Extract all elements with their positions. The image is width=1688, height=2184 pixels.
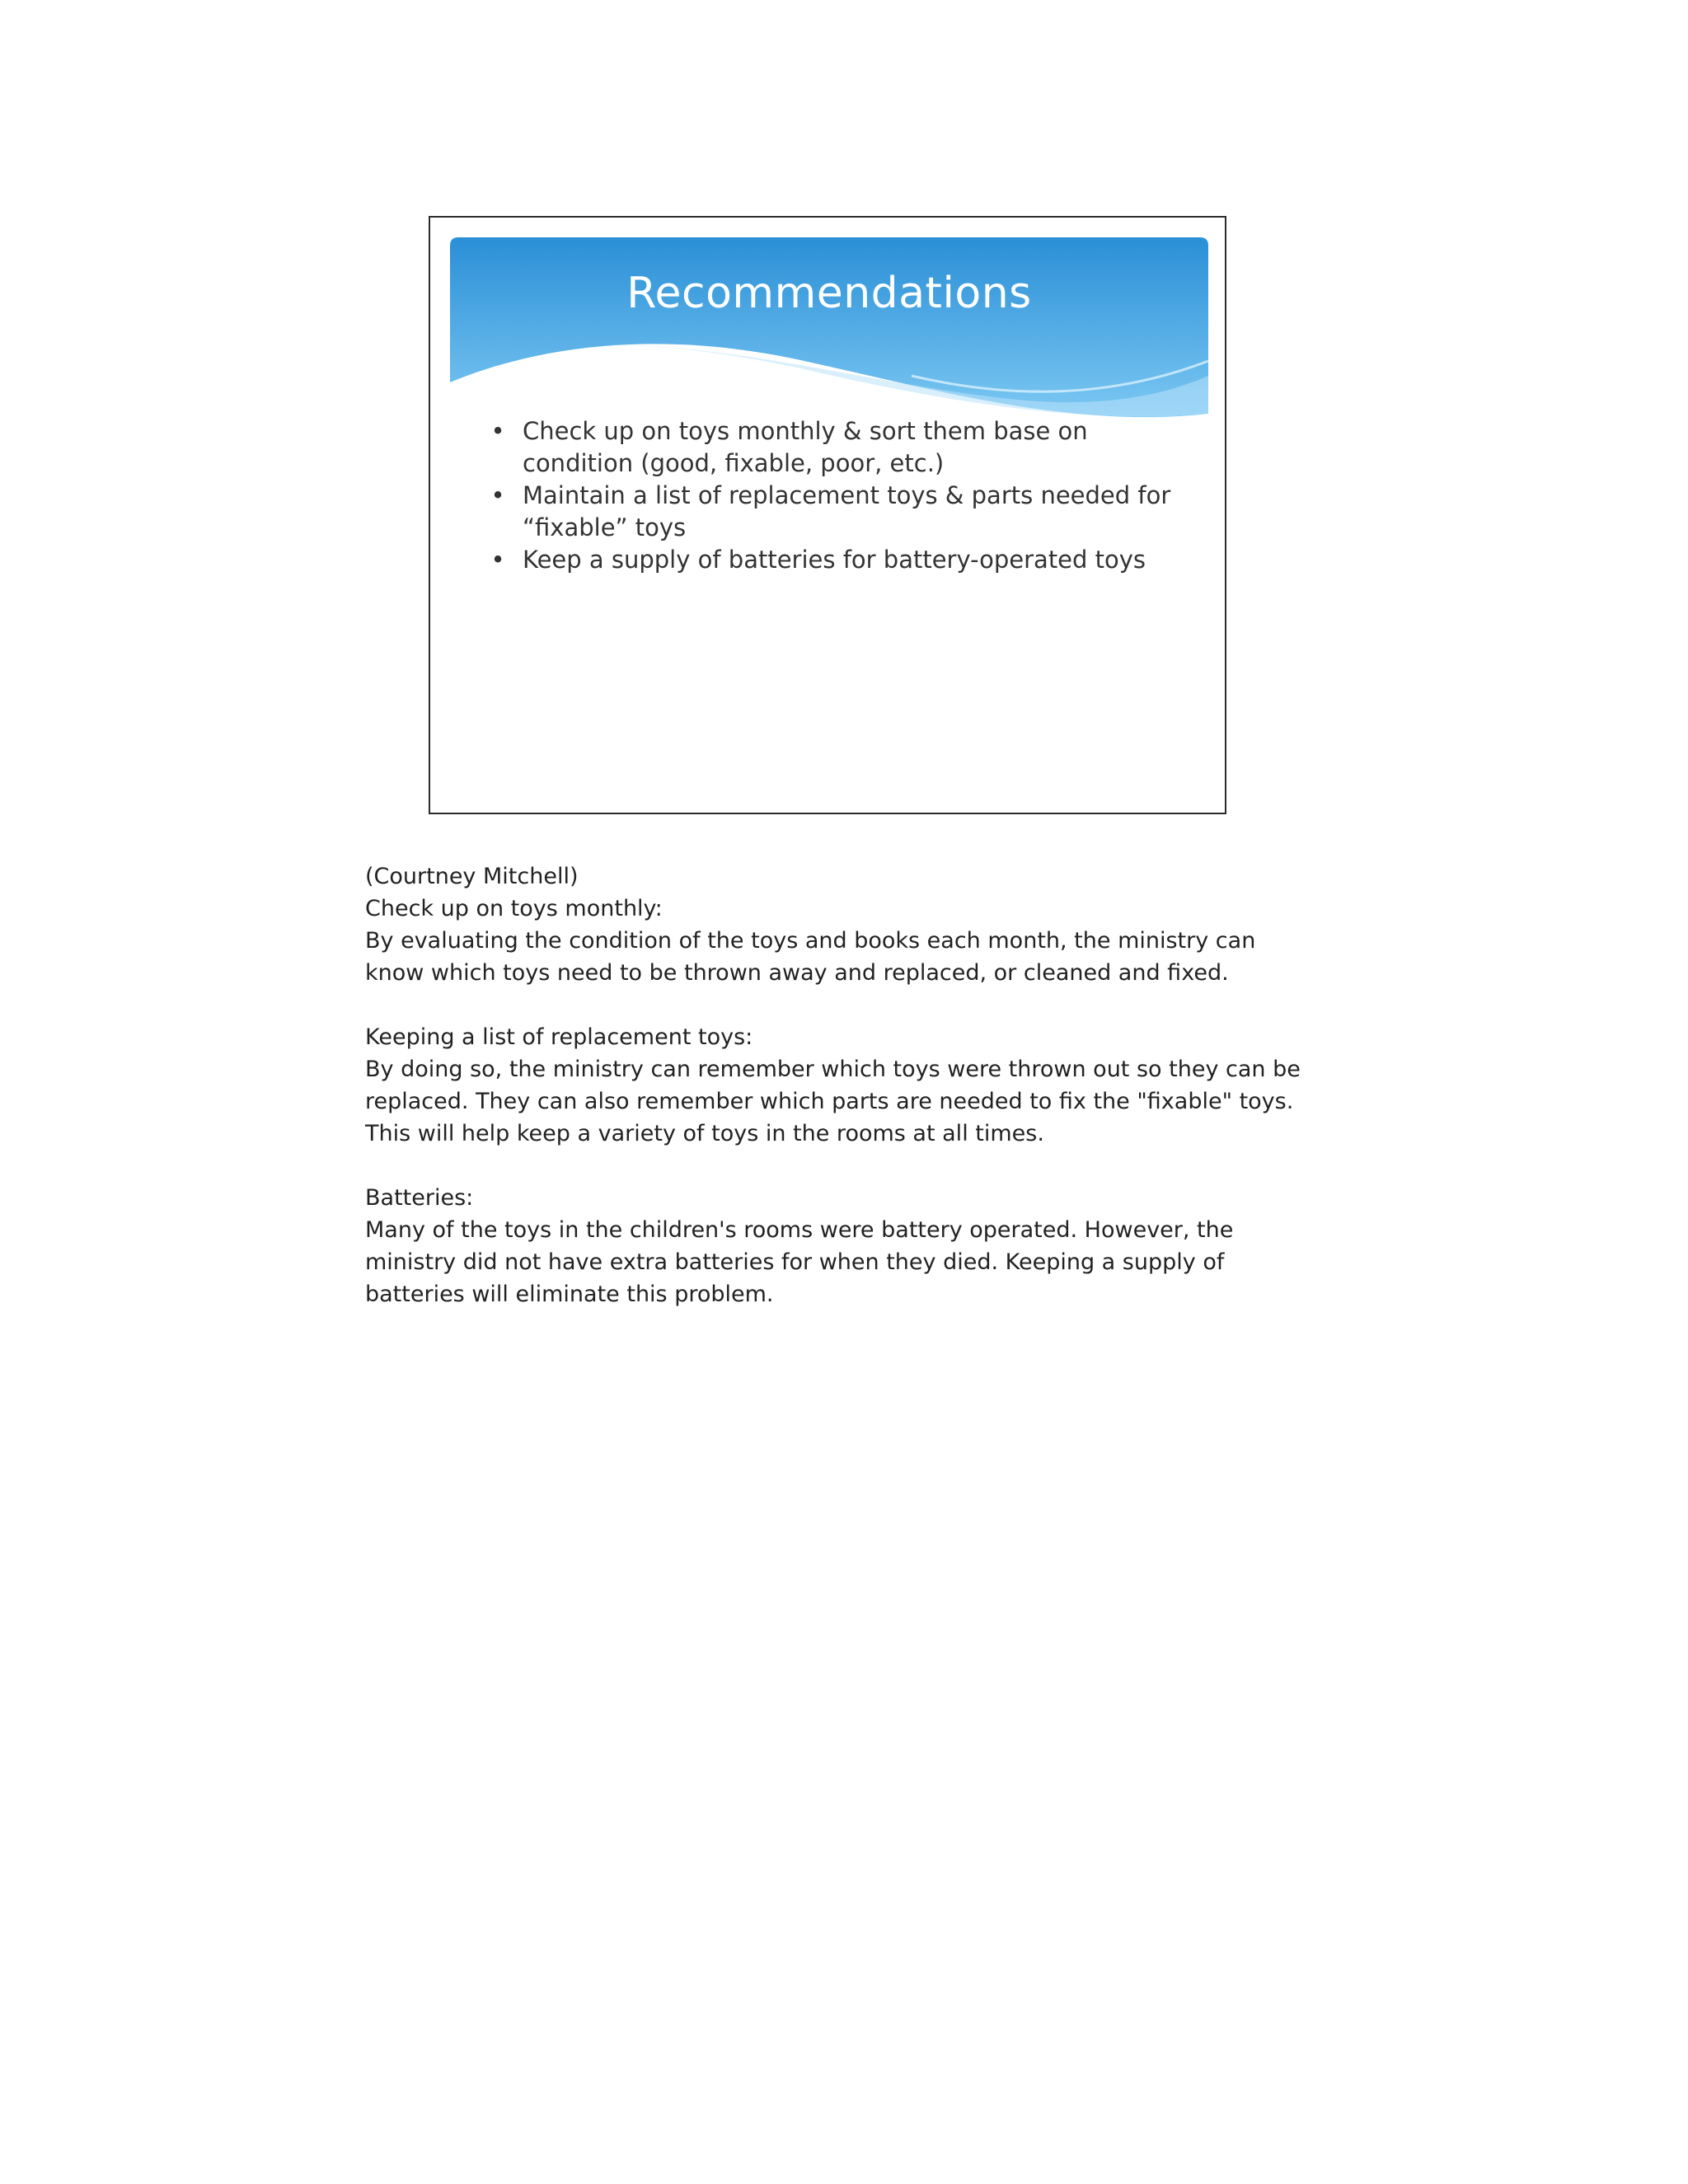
notes-author: (Courtney Mitchell) <box>365 864 579 889</box>
slide-bullet-item: • Keep a supply of batteries for battery-operated toys <box>490 544 1182 576</box>
notes-section-body: Many of the toys in the children's rooms were battery operated. However, the ministry did not have extra batteries for when they died. Keeping a supply of batteries will eliminate this problem. <box>365 1217 1234 1307</box>
notes-section-body: By doing so, the ministry can remember which toys were thrown out so they can be replaced. They can also remember which parts are needed to fix the "fixable" toys. This will help keep a variety of toys in the rooms at all times. <box>365 1057 1301 1146</box>
slide-bullet-list <box>490 415 1182 576</box>
notes-section-heading: Batteries: <box>365 1185 474 1211</box>
speaker-notes <box>365 860 1321 1310</box>
paragraph-gap <box>365 1150 1321 1182</box>
slide-header-banner <box>450 237 1208 435</box>
slide-bullet-item: • Maintain a list of replacement toys & parts needed for “fixable” toys <box>490 481 1171 541</box>
notes-section-heading: Check up on toys monthly: <box>365 896 663 921</box>
header-wave-graphic <box>450 237 1208 435</box>
notes-section-body: By evaluating the condition of the toys and books each month, the ministry can know which toys need to be thrown away and replaced, or cleaned and fixed. <box>365 928 1256 986</box>
slide-thumbnail <box>429 216 1226 814</box>
notes-section-heading: Keeping a list of replacement toys: <box>365 1024 753 1050</box>
bullet-dot-icon: • <box>490 481 505 509</box>
slide-bullet-item: • Check up on toys monthly & sort them base on condition (good, fixable, poor, etc.) <box>490 417 1088 477</box>
slide-title: Recommendations <box>626 269 1032 318</box>
paragraph-gap <box>365 989 1321 1021</box>
bullet-dot-icon: • <box>490 546 505 574</box>
bullet-dot-icon: • <box>490 417 505 445</box>
